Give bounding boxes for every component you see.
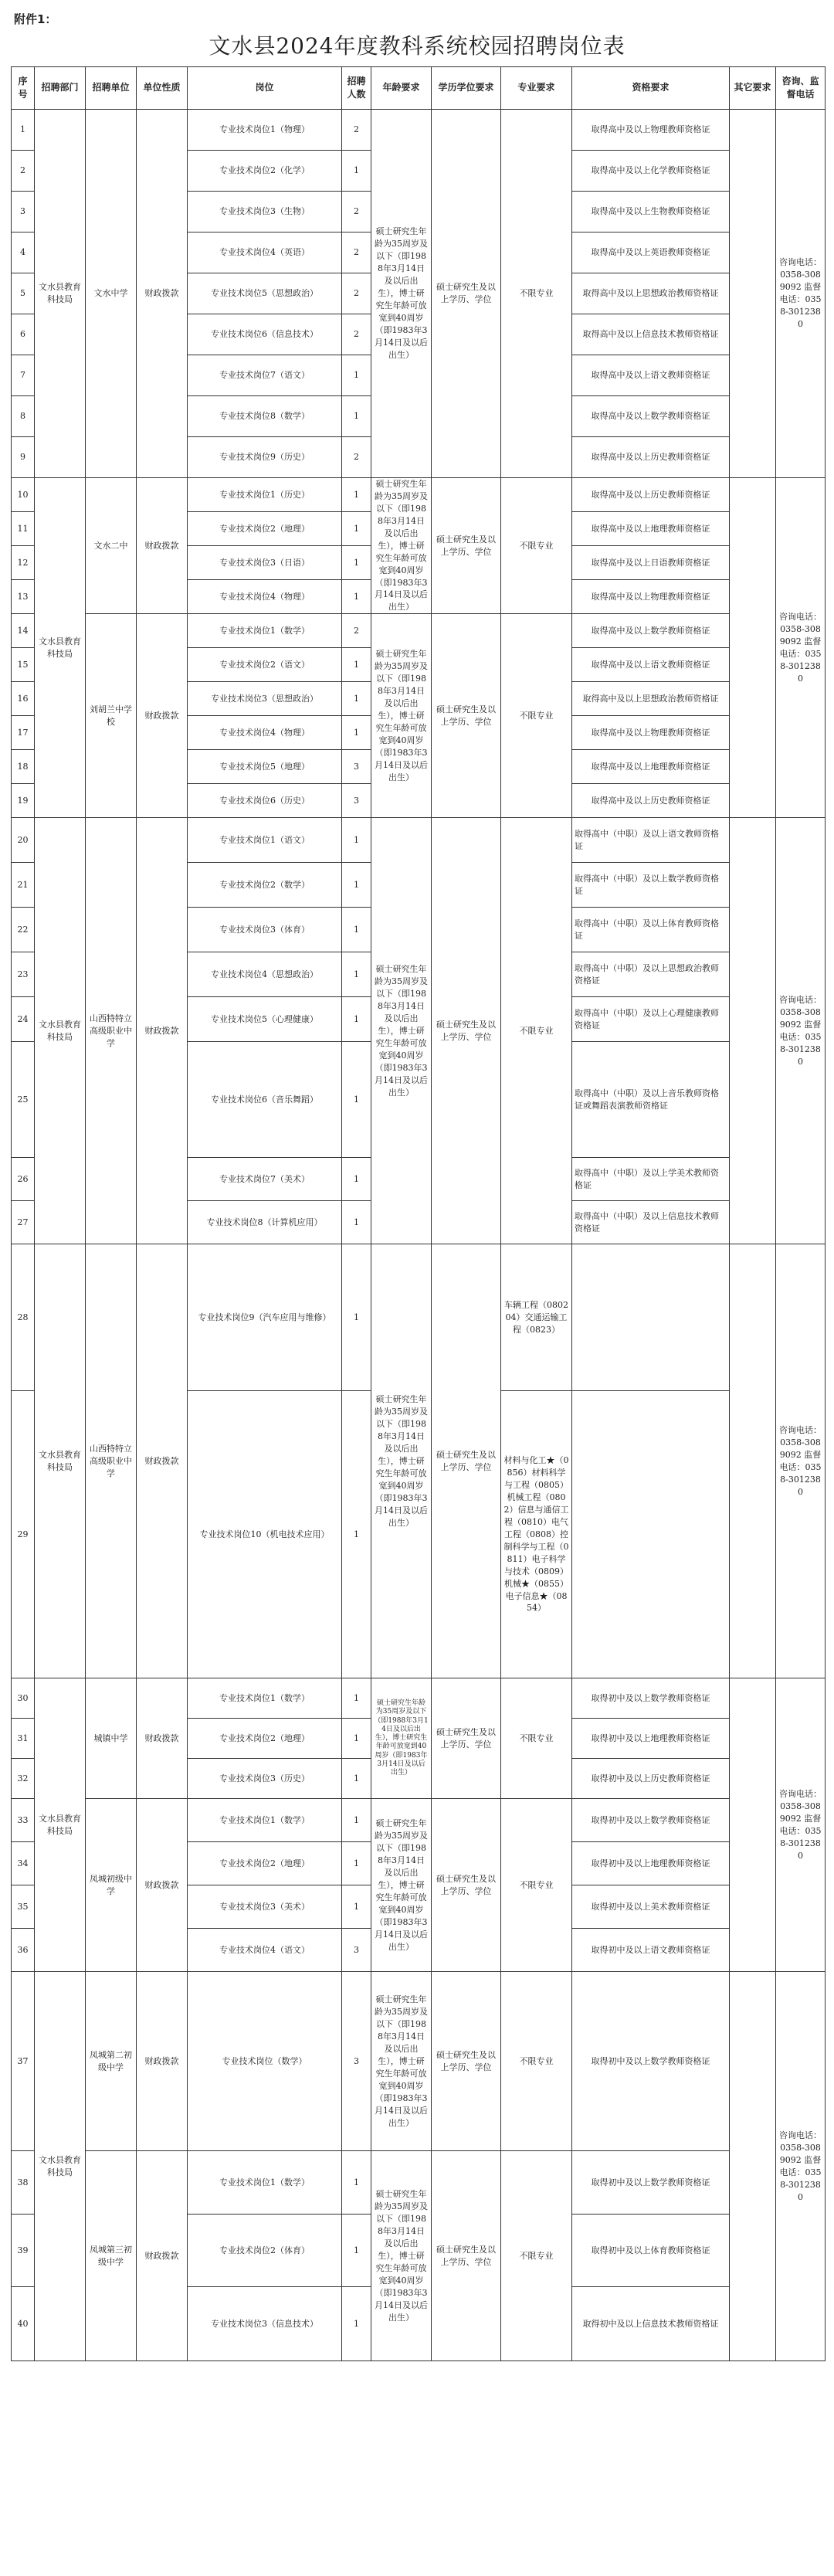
post-cell: 专业技术岗位2（语文） — [188, 648, 342, 682]
dept-cell: 文水县教育科技局 — [35, 1244, 86, 1678]
num-cell: 1 — [342, 818, 371, 863]
row-no: 35 — [12, 1885, 35, 1929]
row-no: 16 — [12, 682, 35, 716]
major-cell: 材料与化工★（0856）材料科学与工程（0805）机械工程（0802）信息与通信工程（0810）电气工程（0808）控制科学与工程（0811）电子科学与技术（0809）机械★（0855）电子信息★（0854） — [501, 1391, 572, 1678]
row-no: 28 — [12, 1244, 35, 1391]
major-cell: 不限专业 — [501, 1799, 572, 1972]
num-cell: 3 — [342, 1929, 371, 1972]
phone-cell: 咨询电话：0358-3089092 监督电话：0358-3012380 — [776, 110, 826, 478]
header-post: 岗位 — [188, 67, 342, 110]
row-no: 26 — [12, 1158, 35, 1201]
num-cell: 1 — [342, 396, 371, 437]
post-cell: 专业技术岗位4（英语） — [188, 232, 342, 273]
post-cell: 专业技术岗位4（物理） — [188, 716, 342, 750]
row-no: 25 — [12, 1042, 35, 1158]
num-cell: 3 — [342, 750, 371, 784]
num-cell: 1 — [342, 1391, 371, 1678]
row-no: 32 — [12, 1759, 35, 1799]
other-cell — [730, 1972, 776, 2361]
qual-cell: 取得高中（中职）及以上学美术教师资格证 — [572, 1158, 730, 1201]
age-cell: 硕士研究生年龄为35周岁及以下（即1988年3月14日及以后出生），博士研究生年龄可放宽到40周岁（即1983年3月14日及以后出生） — [371, 1678, 432, 1799]
post-cell: 专业技术岗位5（地理） — [188, 750, 342, 784]
qual-cell: 取得初中及以上历史教师资格证 — [572, 1759, 730, 1799]
qual-cell: 取得高中（中职）及以上信息技术教师资格证 — [572, 1201, 730, 1244]
unit-cell: 山西特特立高级职业中学 — [86, 1244, 137, 1678]
page-title: 文水县2024年度教科系统校园招聘岗位表 — [208, 33, 626, 59]
post-cell: 专业技术岗位2（地理） — [188, 1842, 342, 1885]
nature-cell: 财政拨款 — [137, 614, 188, 818]
major-cell: 不限专业 — [501, 478, 572, 614]
row-no: 10 — [12, 478, 35, 512]
qual-cell: 取得高中及以上数学教师资格证 — [572, 614, 730, 648]
post-cell: 专业技术岗位3（信息技术） — [188, 2287, 342, 2361]
num-cell: 1 — [342, 512, 371, 546]
num-cell: 1 — [342, 716, 371, 750]
qual-cell: 取得高中及以上思想政治教师资格证 — [572, 273, 730, 314]
num-cell: 2 — [342, 192, 371, 232]
nature-cell: 财政拨款 — [137, 478, 188, 614]
age-cell: 硕士研究生年龄为35周岁及以下（即1988年3月14日及以后出生），博士研究生年龄可放宽到40周岁（即1983年3月14日及以后出生） — [371, 614, 432, 818]
dept-cell: 文水县教育科技局 — [35, 818, 86, 1244]
post-cell: 专业技术岗位（数学） — [188, 1972, 342, 2151]
row-no: 33 — [12, 1799, 35, 1842]
age-cell: 硕士研究生年龄为35周岁及以下（即1988年3月14日及以后出生），博士研究生年龄可放宽到40周岁（即1983年3月14日及以后出生） — [371, 1972, 432, 2151]
num-cell: 1 — [342, 2215, 371, 2287]
qual-cell: 取得高中及以上物理教师资格证 — [572, 580, 730, 614]
age-cell: 硕士研究生年龄为35周岁及以下（即1988年3月14日及以后出生），博士研究生年龄可放宽到40周岁（即1983年3月14日及以后出生） — [371, 1799, 432, 1972]
post-cell: 专业技术岗位9（汽车应用与维修） — [188, 1244, 342, 1391]
nature-cell: 财政拨款 — [137, 1799, 188, 1972]
row-no: 39 — [12, 2215, 35, 2287]
other-cell — [730, 110, 776, 478]
row-no: 20 — [12, 818, 35, 863]
post-cell: 专业技术岗位3（体育） — [188, 908, 342, 952]
qual-cell: 取得高中及以上历史教师资格证 — [572, 478, 730, 512]
row-no: 34 — [12, 1842, 35, 1885]
qual-cell: 取得高中及以上日语教师资格证 — [572, 546, 730, 580]
qual-cell: 取得初中及以上信息技术教师资格证 — [572, 2287, 730, 2361]
recruitment-table — [11, 66, 826, 2361]
num-cell: 1 — [342, 1042, 371, 1158]
phone-cell: 咨询电话：0358-3089092 监督电话：0358-3012380 — [776, 1972, 826, 2361]
header-dept: 招聘部门 — [35, 67, 86, 110]
qual-cell: 取得初中及以上地理教师资格证 — [572, 1719, 730, 1759]
header-nature: 单位性质 — [137, 67, 188, 110]
qual-cell: 取得高中及以上数学教师资格证 — [572, 396, 730, 437]
post-cell: 专业技术岗位5（心理健康） — [188, 997, 342, 1042]
degree-cell: 硕士研究生及以上学历、学位 — [432, 614, 501, 818]
table-row — [12, 1678, 826, 1719]
qual-cell: 取得高中及以上语文教师资格证 — [572, 648, 730, 682]
table-row — [12, 110, 826, 151]
row-no: 7 — [12, 355, 35, 396]
table-row — [12, 1244, 826, 1391]
num-cell: 1 — [342, 1719, 371, 1759]
row-no: 38 — [12, 2151, 35, 2215]
nature-cell: 财政拨款 — [137, 1972, 188, 2151]
post-cell: 专业技术岗位3（历史） — [188, 1759, 342, 1799]
unit-cell: 凤城初级中学 — [86, 1799, 137, 1972]
post-cell: 专业技术岗位8（计算机应用） — [188, 1201, 342, 1244]
age-cell: 硕士研究生年龄为35周岁及以下（即1988年3月14日及以后出生），博士研究生年龄可放宽到40周岁（即1983年3月14日及以后出生） — [371, 818, 432, 1244]
table-row — [12, 818, 826, 863]
degree-cell: 硕士研究生及以上学历、学位 — [432, 110, 501, 478]
post-cell: 专业技术岗位2（地理） — [188, 512, 342, 546]
post-cell: 专业技术岗位7（语文） — [188, 355, 342, 396]
num-cell: 3 — [342, 1972, 371, 2151]
num-cell: 1 — [342, 478, 371, 512]
num-cell: 1 — [342, 682, 371, 716]
row-no: 27 — [12, 1201, 35, 1244]
post-cell: 专业技术岗位3（生物） — [188, 192, 342, 232]
post-cell: 专业技术岗位4（语文） — [188, 1929, 342, 1972]
unit-cell: 文水中学 — [86, 110, 137, 478]
row-no: 18 — [12, 750, 35, 784]
post-cell: 专业技术岗位5（思想政治） — [188, 273, 342, 314]
unit-cell: 山西特特立高级职业中学 — [86, 818, 137, 1244]
age-cell: 硕士研究生年龄为35周岁及以下（即1988年3月14日及以后出生），博士研究生年龄可放宽到40周岁（即1983年3月14日及以后出生） — [371, 110, 432, 478]
row-no: 31 — [12, 1719, 35, 1759]
qual-cell: 取得高中及以上物理教师资格证 — [572, 716, 730, 750]
major-cell: 不限专业 — [501, 1678, 572, 1799]
post-cell: 专业技术岗位8（数学） — [188, 396, 342, 437]
row-no: 12 — [12, 546, 35, 580]
post-cell: 专业技术岗位9（历史） — [188, 437, 342, 478]
header-num: 招聘人数 — [342, 67, 371, 110]
unit-cell: 文水二中 — [86, 478, 137, 614]
row-no: 1 — [12, 110, 35, 151]
degree-cell: 硕士研究生及以上学历、学位 — [432, 1799, 501, 1972]
row-no: 37 — [12, 1972, 35, 2151]
qual-cell: 取得初中及以上数学教师资格证 — [572, 1678, 730, 1719]
post-cell: 专业技术岗位4（物理） — [188, 580, 342, 614]
row-no: 30 — [12, 1678, 35, 1719]
qual-cell: 取得高中及以上地理教师资格证 — [572, 512, 730, 546]
unit-cell: 凤城第三初级中学 — [86, 2151, 137, 2361]
num-cell: 1 — [342, 1799, 371, 1842]
row-no: 24 — [12, 997, 35, 1042]
header-other: 其它要求 — [730, 67, 776, 110]
header-age: 年龄要求 — [371, 67, 432, 110]
nature-cell: 财政拨款 — [137, 818, 188, 1244]
header-unit: 招聘单位 — [86, 67, 137, 110]
unit-cell: 凤城第二初级中学 — [86, 1972, 137, 2151]
degree-cell: 硕士研究生及以上学历、学位 — [432, 1678, 501, 1799]
age-cell: 硕士研究生年龄为35周岁及以下（即1988年3月14日及以后出生），博士研究生年龄可放宽到40周岁（即1983年3月14日及以后出生） — [371, 478, 432, 614]
num-cell: 1 — [342, 355, 371, 396]
post-cell: 专业技术岗位3（日语） — [188, 546, 342, 580]
post-cell: 专业技术岗位4（思想政治） — [188, 952, 342, 997]
attachment-label: 附件1： — [14, 12, 57, 26]
other-cell — [730, 478, 776, 818]
row-no: 5 — [12, 273, 35, 314]
post-cell: 专业技术岗位2（体育） — [188, 2215, 342, 2287]
qual-cell: 取得初中及以上数学教师资格证 — [572, 1972, 730, 2151]
phone-cell: 咨询电话：0358-3089092 监督电话：0358-3012380 — [776, 1678, 826, 1972]
qual-cell: 取得高中及以上思想政治教师资格证 — [572, 682, 730, 716]
qual-cell: 取得高中及以上物理教师资格证 — [572, 110, 730, 151]
num-cell: 1 — [342, 580, 371, 614]
row-no: 2 — [12, 151, 35, 192]
num-cell: 2 — [342, 110, 371, 151]
num-cell: 2 — [342, 273, 371, 314]
qual-cell: 取得初中及以上美术教师资格证 — [572, 1885, 730, 1929]
table-row — [12, 1799, 826, 1842]
post-cell: 专业技术岗位2（化学） — [188, 151, 342, 192]
row-no: 14 — [12, 614, 35, 648]
degree-cell: 硕士研究生及以上学历、学位 — [432, 818, 501, 1244]
post-cell: 专业技术岗位1（语文） — [188, 818, 342, 863]
qual-cell: 取得高中（中职）及以上数学教师资格证 — [572, 863, 730, 908]
qual-cell: 取得高中（中职）及以上语文教师资格证 — [572, 818, 730, 863]
num-cell: 1 — [342, 1842, 371, 1885]
qual-cell: 取得高中及以上信息技术教师资格证 — [572, 314, 730, 355]
header-qual: 资格要求 — [572, 67, 730, 110]
phone-cell: 咨询电话：0358-3089092 监督电话：0358-3012380 — [776, 818, 826, 1244]
header-row — [12, 67, 826, 110]
degree-cell: 硕士研究生及以上学历、学位 — [432, 1972, 501, 2151]
num-cell: 1 — [342, 2151, 371, 2215]
qual-cell: 取得初中及以上体育教师资格证 — [572, 2215, 730, 2287]
nature-cell: 财政拨款 — [137, 2151, 188, 2361]
age-cell: 硕士研究生年龄为35周岁及以下（即1988年3月14日及以后出生），博士研究生年龄可放宽到40周岁（即1983年3月14日及以后出生） — [371, 1244, 432, 1678]
dept-cell: 文水县教育科技局 — [35, 1678, 86, 1972]
num-cell: 1 — [342, 1201, 371, 1244]
post-cell: 专业技术岗位1（历史） — [188, 478, 342, 512]
num-cell: 1 — [342, 1759, 371, 1799]
row-no: 40 — [12, 2287, 35, 2361]
qual-cell: 取得高中及以上地理教师资格证 — [572, 750, 730, 784]
num-cell: 1 — [342, 997, 371, 1042]
post-cell: 专业技术岗位6（历史） — [188, 784, 342, 818]
major-cell: 不限专业 — [501, 2151, 572, 2361]
qual-cell: 取得高中及以上英语教师资格证 — [572, 232, 730, 273]
num-cell: 2 — [342, 314, 371, 355]
major-cell: 不限专业 — [501, 818, 572, 1244]
other-cell — [730, 1244, 776, 1678]
table-row — [12, 1972, 826, 2151]
row-no: 11 — [12, 512, 35, 546]
degree-cell: 硕士研究生及以上学历、学位 — [432, 2151, 501, 2361]
qual-cell: 取得高中及以上语文教师资格证 — [572, 355, 730, 396]
phone-cell: 咨询电话：0358-3089092 监督电话：0358-3012380 — [776, 1244, 826, 1678]
row-no: 19 — [12, 784, 35, 818]
degree-cell: 硕士研究生及以上学历、学位 — [432, 478, 501, 614]
num-cell: 3 — [342, 784, 371, 818]
qual-cell: 取得初中及以上语文教师资格证 — [572, 1929, 730, 1972]
table-row — [12, 478, 826, 512]
qual-cell: 取得高中（中职）及以上音乐教师资格证或舞蹈表演教师资格证 — [572, 1042, 730, 1158]
row-no: 21 — [12, 863, 35, 908]
qual-cell: 取得初中及以上数学教师资格证 — [572, 2151, 730, 2215]
nature-cell: 财政拨款 — [137, 110, 188, 478]
post-cell: 专业技术岗位3（美术） — [188, 1885, 342, 1929]
table-row — [12, 614, 826, 648]
major-cell: 车辆工程（080204）交通运输工程（0823） — [501, 1244, 572, 1391]
qual-cell — [572, 1391, 730, 1678]
header-phone: 咨询、监督电话 — [776, 67, 826, 110]
num-cell: 1 — [342, 2287, 371, 2361]
header-no: 序号 — [12, 67, 35, 110]
row-no: 3 — [12, 192, 35, 232]
num-cell: 2 — [342, 437, 371, 478]
post-cell: 专业技术岗位6（信息技术） — [188, 314, 342, 355]
num-cell: 2 — [342, 232, 371, 273]
major-cell: 不限专业 — [501, 1972, 572, 2151]
post-cell: 专业技术岗位1（数学） — [188, 2151, 342, 2215]
post-cell: 专业技术岗位7（美术） — [188, 1158, 342, 1201]
other-cell — [730, 1678, 776, 1972]
qual-cell: 取得高中（中职）及以上体育教师资格证 — [572, 908, 730, 952]
header-major: 专业要求 — [501, 67, 572, 110]
qual-cell: 取得初中及以上地理教师资格证 — [572, 1842, 730, 1885]
num-cell: 1 — [342, 952, 371, 997]
qual-cell: 取得初中及以上数学教师资格证 — [572, 1799, 730, 1842]
post-cell: 专业技术岗位6（音乐舞蹈） — [188, 1042, 342, 1158]
num-cell: 1 — [342, 546, 371, 580]
post-cell: 专业技术岗位1（数学） — [188, 1678, 342, 1719]
post-cell: 专业技术岗位1（物理） — [188, 110, 342, 151]
post-cell: 专业技术岗位1（数学） — [188, 1799, 342, 1842]
qual-cell: 取得高中及以上化学教师资格证 — [572, 151, 730, 192]
unit-cell: 城镇中学 — [86, 1678, 137, 1799]
table-row — [12, 2151, 826, 2215]
num-cell: 1 — [342, 863, 371, 908]
post-cell: 专业技术岗位3（思想政治） — [188, 682, 342, 716]
row-no: 36 — [12, 1929, 35, 1972]
num-cell: 2 — [342, 614, 371, 648]
qual-cell: 取得高中及以上历史教师资格证 — [572, 437, 730, 478]
row-no: 8 — [12, 396, 35, 437]
degree-cell: 硕士研究生及以上学历、学位 — [432, 1244, 501, 1678]
row-no: 9 — [12, 437, 35, 478]
qual-cell: 取得高中及以上生物教师资格证 — [572, 192, 730, 232]
num-cell: 1 — [342, 151, 371, 192]
row-no: 13 — [12, 580, 35, 614]
nature-cell: 财政拨款 — [137, 1678, 188, 1799]
row-no: 23 — [12, 952, 35, 997]
other-cell — [730, 818, 776, 1244]
major-cell: 不限专业 — [501, 110, 572, 478]
row-no: 22 — [12, 908, 35, 952]
dept-cell: 文水县教育科技局 — [35, 110, 86, 478]
num-cell: 1 — [342, 1885, 371, 1929]
age-cell: 硕士研究生年龄为35周岁及以下（即1988年3月14日及以后出生），博士研究生年龄可放宽到40周岁（即1983年3月14日及以后出生） — [371, 2151, 432, 2361]
qual-cell — [572, 1244, 730, 1391]
major-cell: 不限专业 — [501, 614, 572, 818]
qual-cell: 取得高中（中职）及以上心理健康教师资格证 — [572, 997, 730, 1042]
qual-cell: 取得高中（中职）及以上思想政治教师资格证 — [572, 952, 730, 997]
num-cell: 1 — [342, 1678, 371, 1719]
row-no: 15 — [12, 648, 35, 682]
header-degree: 学历学位要求 — [432, 67, 501, 110]
dept-cell: 文水县教育科技局 — [35, 478, 86, 818]
qual-cell: 取得高中及以上历史教师资格证 — [572, 784, 730, 818]
num-cell: 1 — [342, 1158, 371, 1201]
post-cell: 专业技术岗位2（数学） — [188, 863, 342, 908]
row-no: 4 — [12, 232, 35, 273]
post-cell: 专业技术岗位1（数学） — [188, 614, 342, 648]
row-no: 6 — [12, 314, 35, 355]
num-cell: 1 — [342, 1244, 371, 1391]
num-cell: 1 — [342, 648, 371, 682]
dept-cell: 文水县教育科技局 — [35, 1972, 86, 2361]
phone-cell: 咨询电话：0358-3089092 监督电话：0358-3012380 — [776, 478, 826, 818]
row-no: 17 — [12, 716, 35, 750]
post-cell: 专业技术岗位2（地理） — [188, 1719, 342, 1759]
unit-cell: 刘胡兰中学校 — [86, 614, 137, 818]
nature-cell: 财政拨款 — [137, 1244, 188, 1678]
num-cell: 1 — [342, 908, 371, 952]
post-cell: 专业技术岗位10（机电技术应用） — [188, 1391, 342, 1678]
row-no: 29 — [12, 1391, 35, 1678]
